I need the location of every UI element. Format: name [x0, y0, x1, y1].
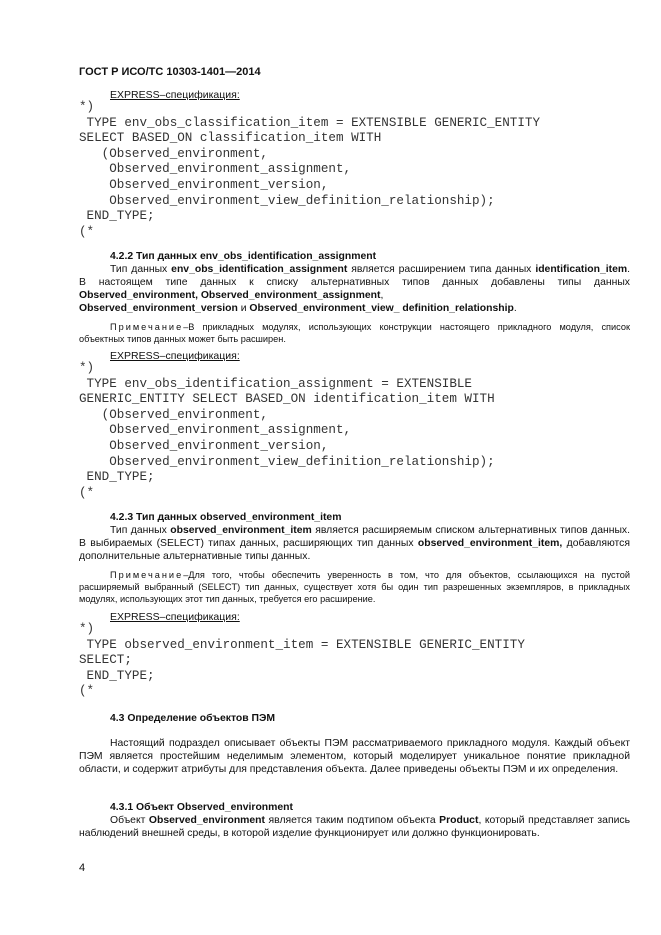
paragraph: Объект Observed_environment является таким подтипом объекта Product, который представляет запись наблюдений внешней среды, в которой изделие функционирует или должно функционировать.: [79, 815, 630, 839]
paragraph: Тип данных observed_environment_item является расширяемым списком альтернативных типов данных. В выбираемых (SELECT) типах данных, расширяющих тип данных observed_environment_item, добавляются дополнительные альтернативные типы данных.: [79, 525, 630, 562]
section-heading: 4.2.2 Тип данных env_obs_identification_assignment: [110, 251, 377, 262]
section-heading: 4.3 Определение объектов ПЭМ: [110, 713, 276, 724]
express-label-1: EXPRESS–спецификация:: [110, 89, 240, 101]
section-heading: 4.3.1 Объект Observed_environment: [110, 802, 293, 813]
document-header: ГОСТ Р ИСО/ТС 10303-1401—2014: [79, 66, 261, 78]
express-label-3: EXPRESS–спецификация:: [110, 611, 240, 623]
section-4-3-1: [79, 801, 630, 840]
section-4-3: [79, 712, 630, 776]
section-heading: 4.2.3 Тип данных observed_environment_item: [110, 512, 342, 523]
code-block-3: *) TYPE observed_environment_item = EXTENSIBLE GENERIC_ENTITY SELECT; END_TYPE; (*: [79, 622, 525, 699]
section-4-2-3: [79, 511, 630, 605]
page-number: 4: [79, 862, 86, 874]
note: Примечание–В прикладных модулях, использующих конструкции настоящего прикладного модуля, список объектных типов данных может быть расширен.: [79, 322, 630, 344]
code-block-1: *) TYPE env_obs_classification_item = EXTENSIBLE GENERIC_ENTITY SELECT BASED_ON classification_item WITH (Observed_environment, Observed_environment_assignment, Observed_environment_version, Observed_environment_view_definition_relationship); END_TYPE; (*: [79, 100, 541, 239]
code-block-2: *) TYPE env_obs_identification_assignment = EXTENSIBLE GENERIC_ENTITY SELECT BASED_ON identification_item WITH (Observed_environment, Observed_environment_assignment, Observed_environment_version, Observed_environment_view_definition_relationship); END_TYPE; (*: [79, 361, 495, 500]
paragraph: Тип данных env_obs_identification_assignment является расширением типа данных identification_item. В настоящем типе данных к списку альтернативных типов данных добавлены типы данных Observed_environment, Observed_environment_assignment, Observed_environment_version и Observed_environment_view_ definition_relationship.: [79, 264, 630, 314]
express-label-2: EXPRESS–спецификация:: [110, 350, 240, 362]
paragraph: Настоящий подраздел описывает объекты ПЭМ рассматриваемого прикладного модуля. Каждый объект ПЭМ является простейшим неделимым элементом, который моделирует уникальное понятие прикладной области, и содержит атрибуты для представления объекта. Далее приведены объекты ПЭМ и их определения.: [79, 738, 630, 775]
section-4-2-2: [79, 250, 630, 345]
note: Примечание–Для того, чтобы обеспечить уверенность в том, что для объектов, ссылающихся на пустой расширяемый выбранный (SELECT) тип данных, существует хотя бы один тип разрешенных экземпляров, в прикладных модулях, использующих этот тип данных, требуется его расширение.: [79, 570, 630, 604]
